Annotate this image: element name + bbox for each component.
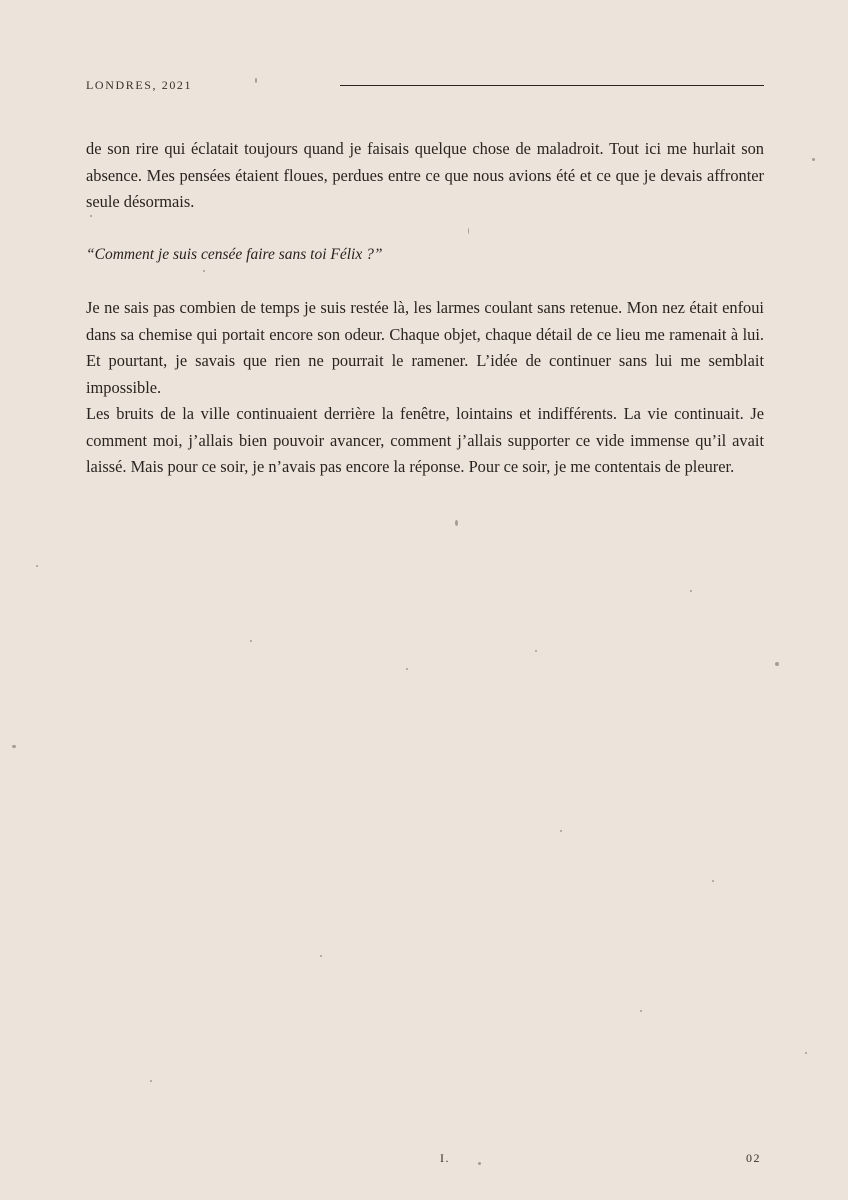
footer-chapter-number: I. — [440, 1151, 450, 1165]
paper-speck — [320, 955, 322, 957]
paragraph-1: de son rire qui éclatait toujours quand je faisais quelque chose de maladroit. Tout ici me hurlait son absence. Mes pensées étaient floues, perdues entre ce que nous avions été et ce que je devais affronter seule désormais. — [86, 139, 764, 211]
paragraph-spacer — [86, 269, 764, 296]
paragraph-3: Les bruits de la ville continuaient derrière la fenêtre, lointains et indifférents. La vie continuait. Je comment moi, j’allais bien pouvoir avancer, comment j’allais supporter ce vide immense qu’il avait laissé. Mais pour ce soir, je n’avais pas encore la réponse. Pour ce soir, je me contentais de pleurer. — [86, 404, 764, 476]
header-divider — [340, 85, 764, 86]
paper-speck — [478, 1162, 481, 1165]
paper-speck — [690, 590, 692, 592]
paragraph-2: Je ne sais pas combien de temps je suis restée là, les larmes coulant sans retenue. Mon nez était enfoui dans sa chemise qui portait encore son odeur. Chaque objet, chaque détail de ce lieu me ramenait à lui. Et pourtant, je savais que rien ne pourrait le ramener. L’idée de continuer sans lui me semblait impossible. — [86, 298, 764, 397]
paragraph-spacer — [86, 216, 764, 243]
footer-page-number: 02 — [746, 1151, 761, 1165]
paper-speck — [406, 668, 408, 670]
paper-speck — [150, 1080, 152, 1082]
paper-speck — [640, 1010, 642, 1012]
paper-speck — [775, 662, 779, 666]
paper-speck — [560, 830, 562, 832]
header-location-label: LONDRES, 2021 — [86, 78, 193, 92]
italic-quote: “Comment je suis censée faire sans toi Félix ?” — [86, 246, 383, 263]
page-header — [86, 78, 764, 98]
paper-speck — [36, 565, 38, 567]
paper-speck — [455, 520, 458, 526]
paper-speck — [12, 745, 16, 748]
paper-speck — [712, 880, 714, 882]
paper-speck — [535, 650, 537, 652]
paper-speck — [812, 158, 815, 161]
paper-speck — [250, 640, 252, 642]
paper-speck — [805, 1052, 807, 1054]
page-body — [86, 136, 764, 481]
